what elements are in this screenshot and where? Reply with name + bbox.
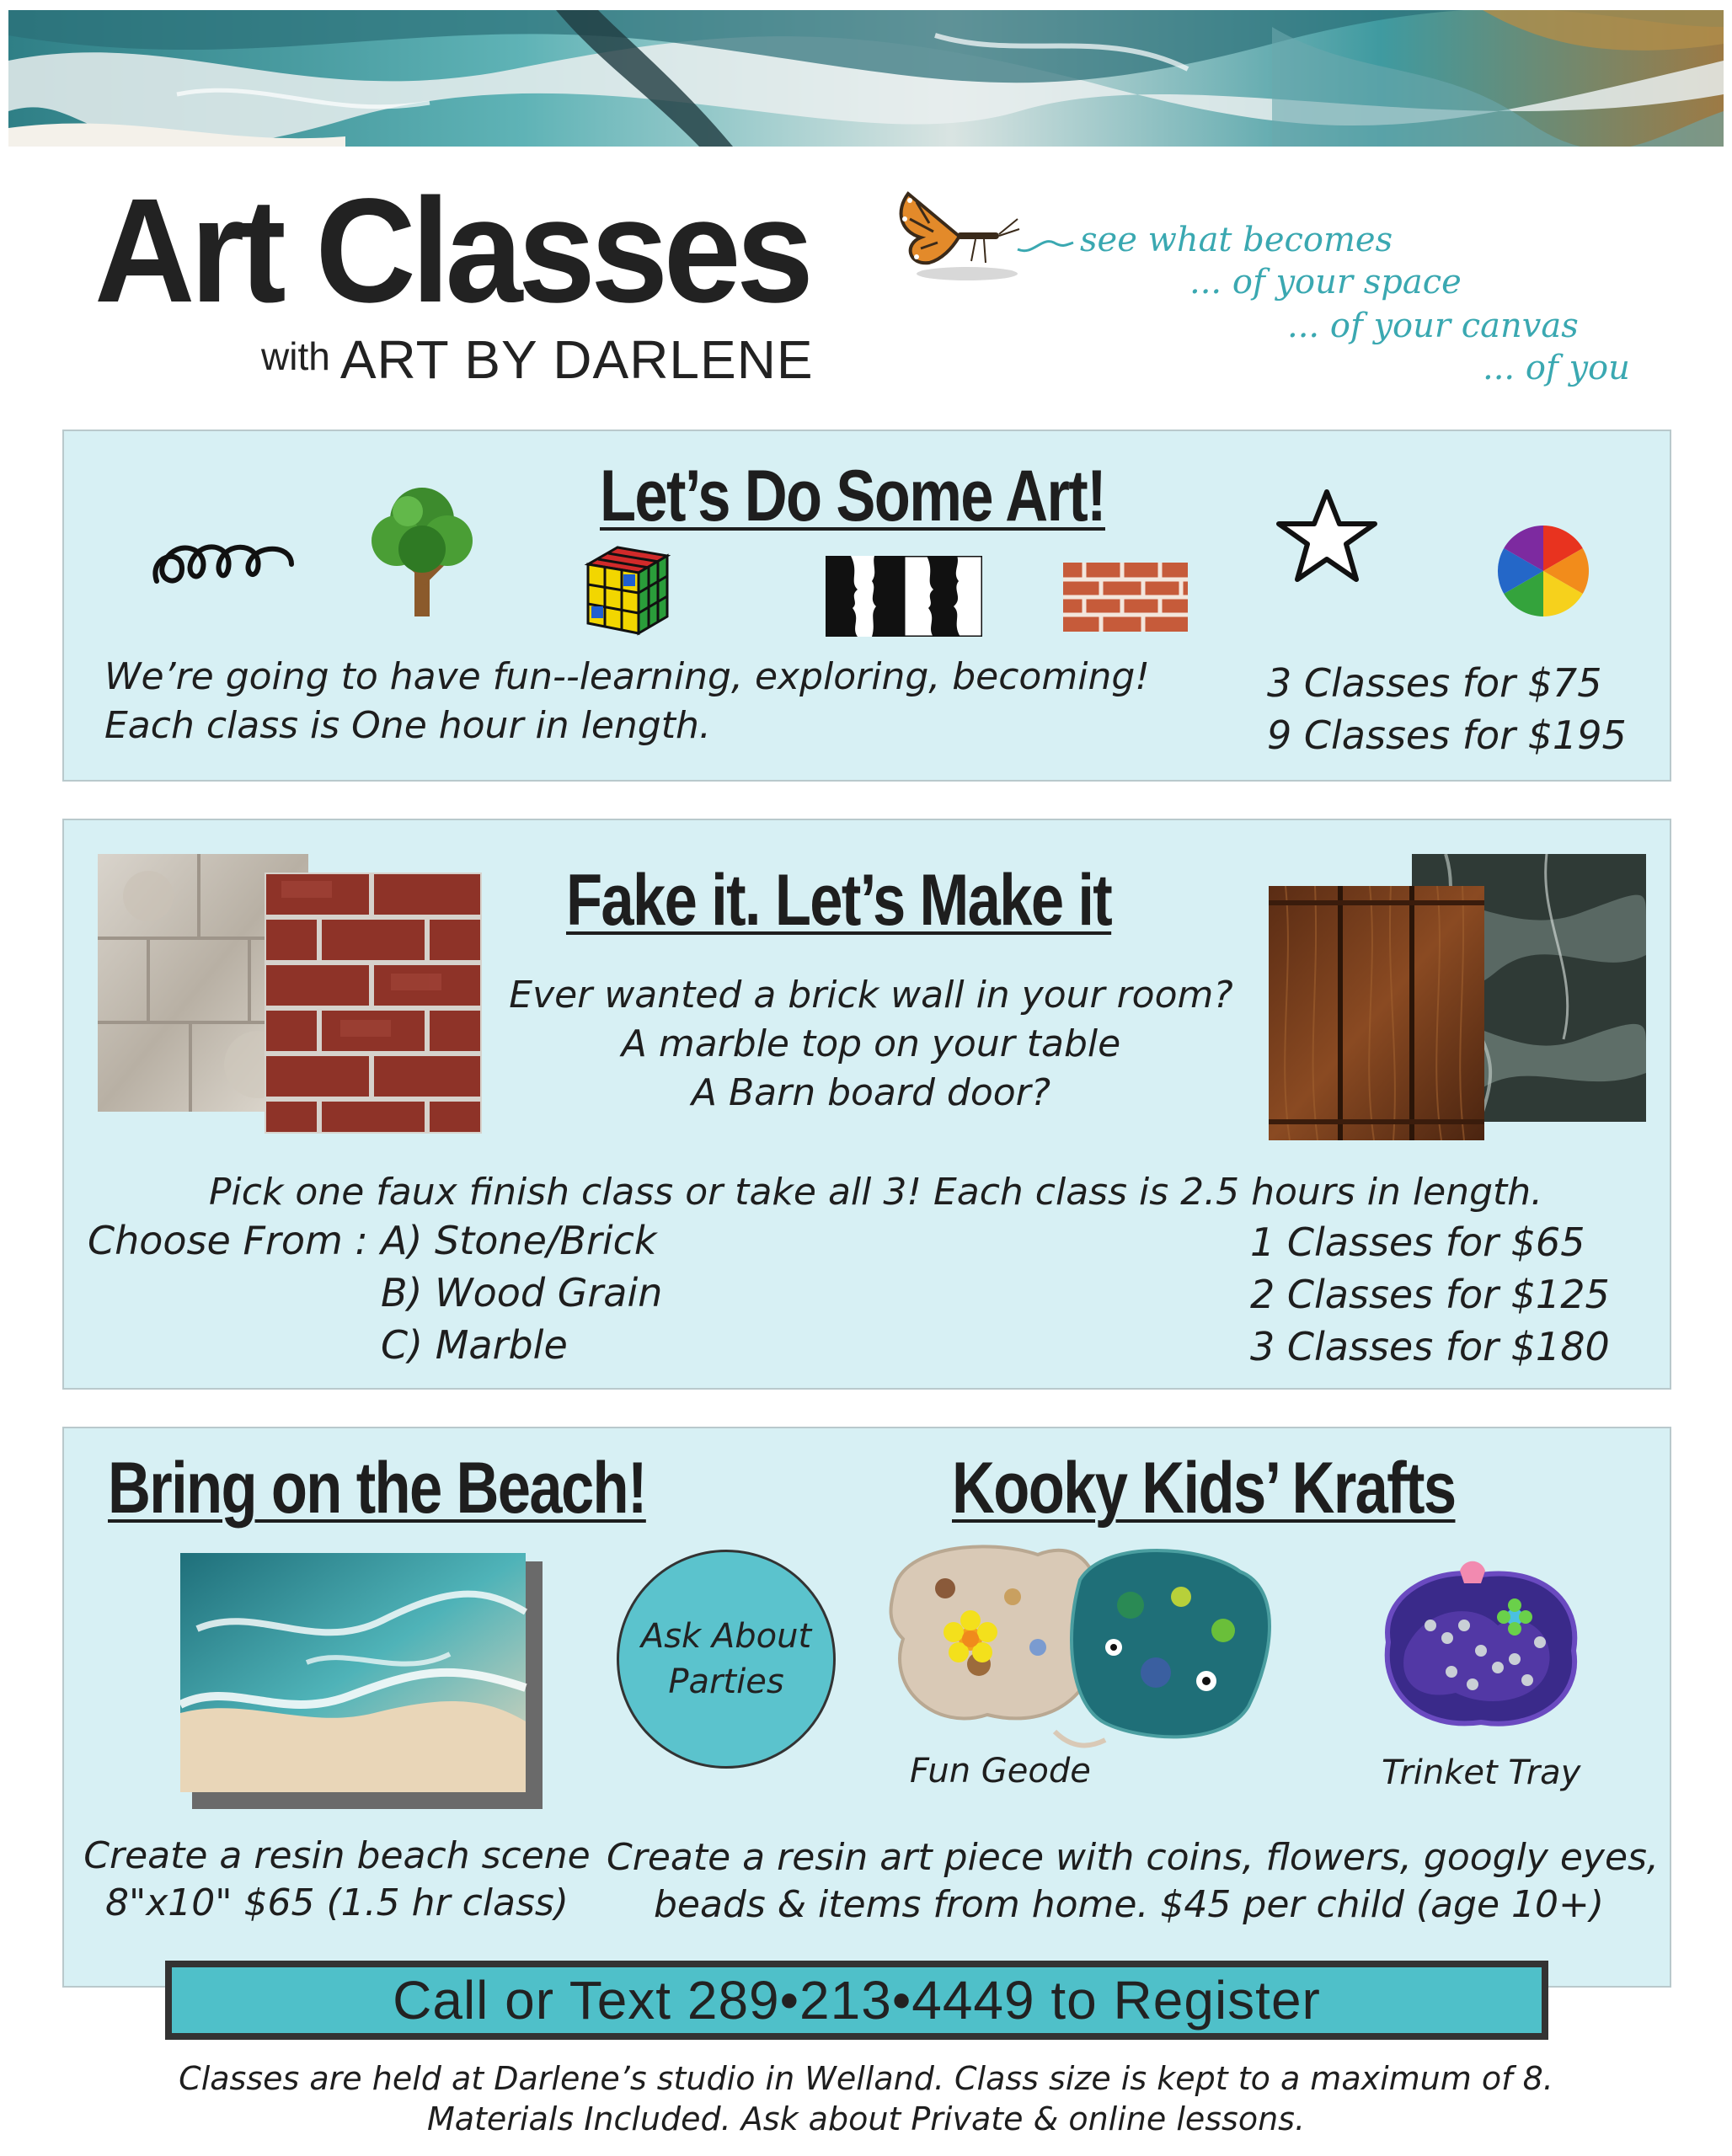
brick-texture-image	[265, 873, 482, 1134]
kids-heading: Kooky Kids’ Krafts	[952, 1448, 1456, 1529]
woven-brick-icon	[1063, 563, 1188, 632]
subtitle-byline: ART BY DARLENE	[339, 329, 814, 390]
trinket-tray-image	[1371, 1558, 1590, 1735]
parties-line-1: Ask About	[640, 1617, 812, 1656]
tagline-line-1: see what becomes	[1080, 221, 1393, 259]
color-wheel-icon	[1496, 524, 1590, 618]
kids-desc-2: beads & items from home. $45 per child (age 10+)	[653, 1883, 1605, 1926]
section1-heading: Let’s Do Some Art!	[600, 456, 1105, 536]
barn-board-door-image	[1269, 886, 1484, 1140]
resin-art-banner	[8, 10, 1724, 147]
section1-price-1: 3 Classes for $75	[1267, 660, 1602, 706]
kids-desc-1: Create a resin art piece with coins, flowers, googly eyes,	[607, 1836, 1659, 1879]
section2-choose-label: Choose From :	[88, 1218, 368, 1263]
geode-caption: Fun Geode	[910, 1752, 1091, 1790]
section1-price-2: 9 Classes for $195	[1267, 712, 1627, 758]
beach-desc-2: 8"x10" $65 (1.5 hr class)	[105, 1881, 569, 1924]
section2-intro-1: Ever wanted a brick wall in your room?	[509, 974, 1233, 1017]
swirl-line-icon	[1016, 232, 1075, 258]
tagline-line-2: ... of your space	[1189, 263, 1462, 302]
section2-intro-3: A Barn board door?	[691, 1071, 1051, 1114]
ask-about-parties-badge	[617, 1550, 836, 1769]
section2-price-2: 2 Classes for $125	[1250, 1272, 1610, 1317]
tagline-line-4: ... of you	[1483, 349, 1630, 387]
resin-beach-scene-image	[180, 1553, 543, 1809]
tagline-line-3: ... of your canvas	[1287, 307, 1579, 345]
section2-option-a: A) Stone/Brick	[381, 1218, 657, 1263]
register-call-to-action: Call or Text 289•213•4449 to Register	[165, 1961, 1548, 2040]
tray-caption: Trinket Tray	[1382, 1753, 1581, 1792]
face-vase-illusion-icon	[826, 556, 982, 637]
subtitle-with: with	[261, 334, 330, 378]
parties-line-2: Parties	[668, 1662, 784, 1701]
section2-option-c: C) Marble	[381, 1322, 568, 1368]
star-icon	[1274, 487, 1380, 584]
page-title: Art Classes	[94, 168, 810, 334]
section2-intro-2: A marble top on your table	[621, 1022, 1121, 1065]
section2-option-b: B) Wood Grain	[381, 1270, 663, 1315]
footer-line-2: Materials Included. Ask about Private & online lessons.	[426, 2100, 1306, 2137]
section2-price-1: 1 Classes for $65	[1250, 1219, 1585, 1265]
butterfly-icon	[891, 185, 1026, 286]
beach-desc-1: Create a resin beach scene	[83, 1834, 591, 1877]
section1-line-1: We’re going to have fun--learning, exploring, becoming!	[104, 655, 1150, 698]
scribble-loop-icon	[148, 522, 300, 598]
beach-heading: Bring on the Beach!	[108, 1448, 646, 1529]
footer-line-1: Classes are held at Darlene’s studio in Welland. Class size is kept to a maximum of 8.	[179, 2060, 1553, 2097]
subtitle	[261, 328, 851, 391]
fun-geode-image	[886, 1538, 1307, 1753]
section2-heading: Fake it. Let’s Make it	[566, 860, 1112, 941]
section1-line-2: Each class is One hour in length.	[104, 704, 711, 747]
rubiks-cube-icon	[580, 539, 676, 638]
tree-icon	[367, 482, 477, 620]
section2-price-3: 3 Classes for $180	[1250, 1324, 1610, 1369]
section2-pick-line: Pick one faux finish class or take all 3! Each class is 2.5 hours in length.	[209, 1171, 1543, 1214]
